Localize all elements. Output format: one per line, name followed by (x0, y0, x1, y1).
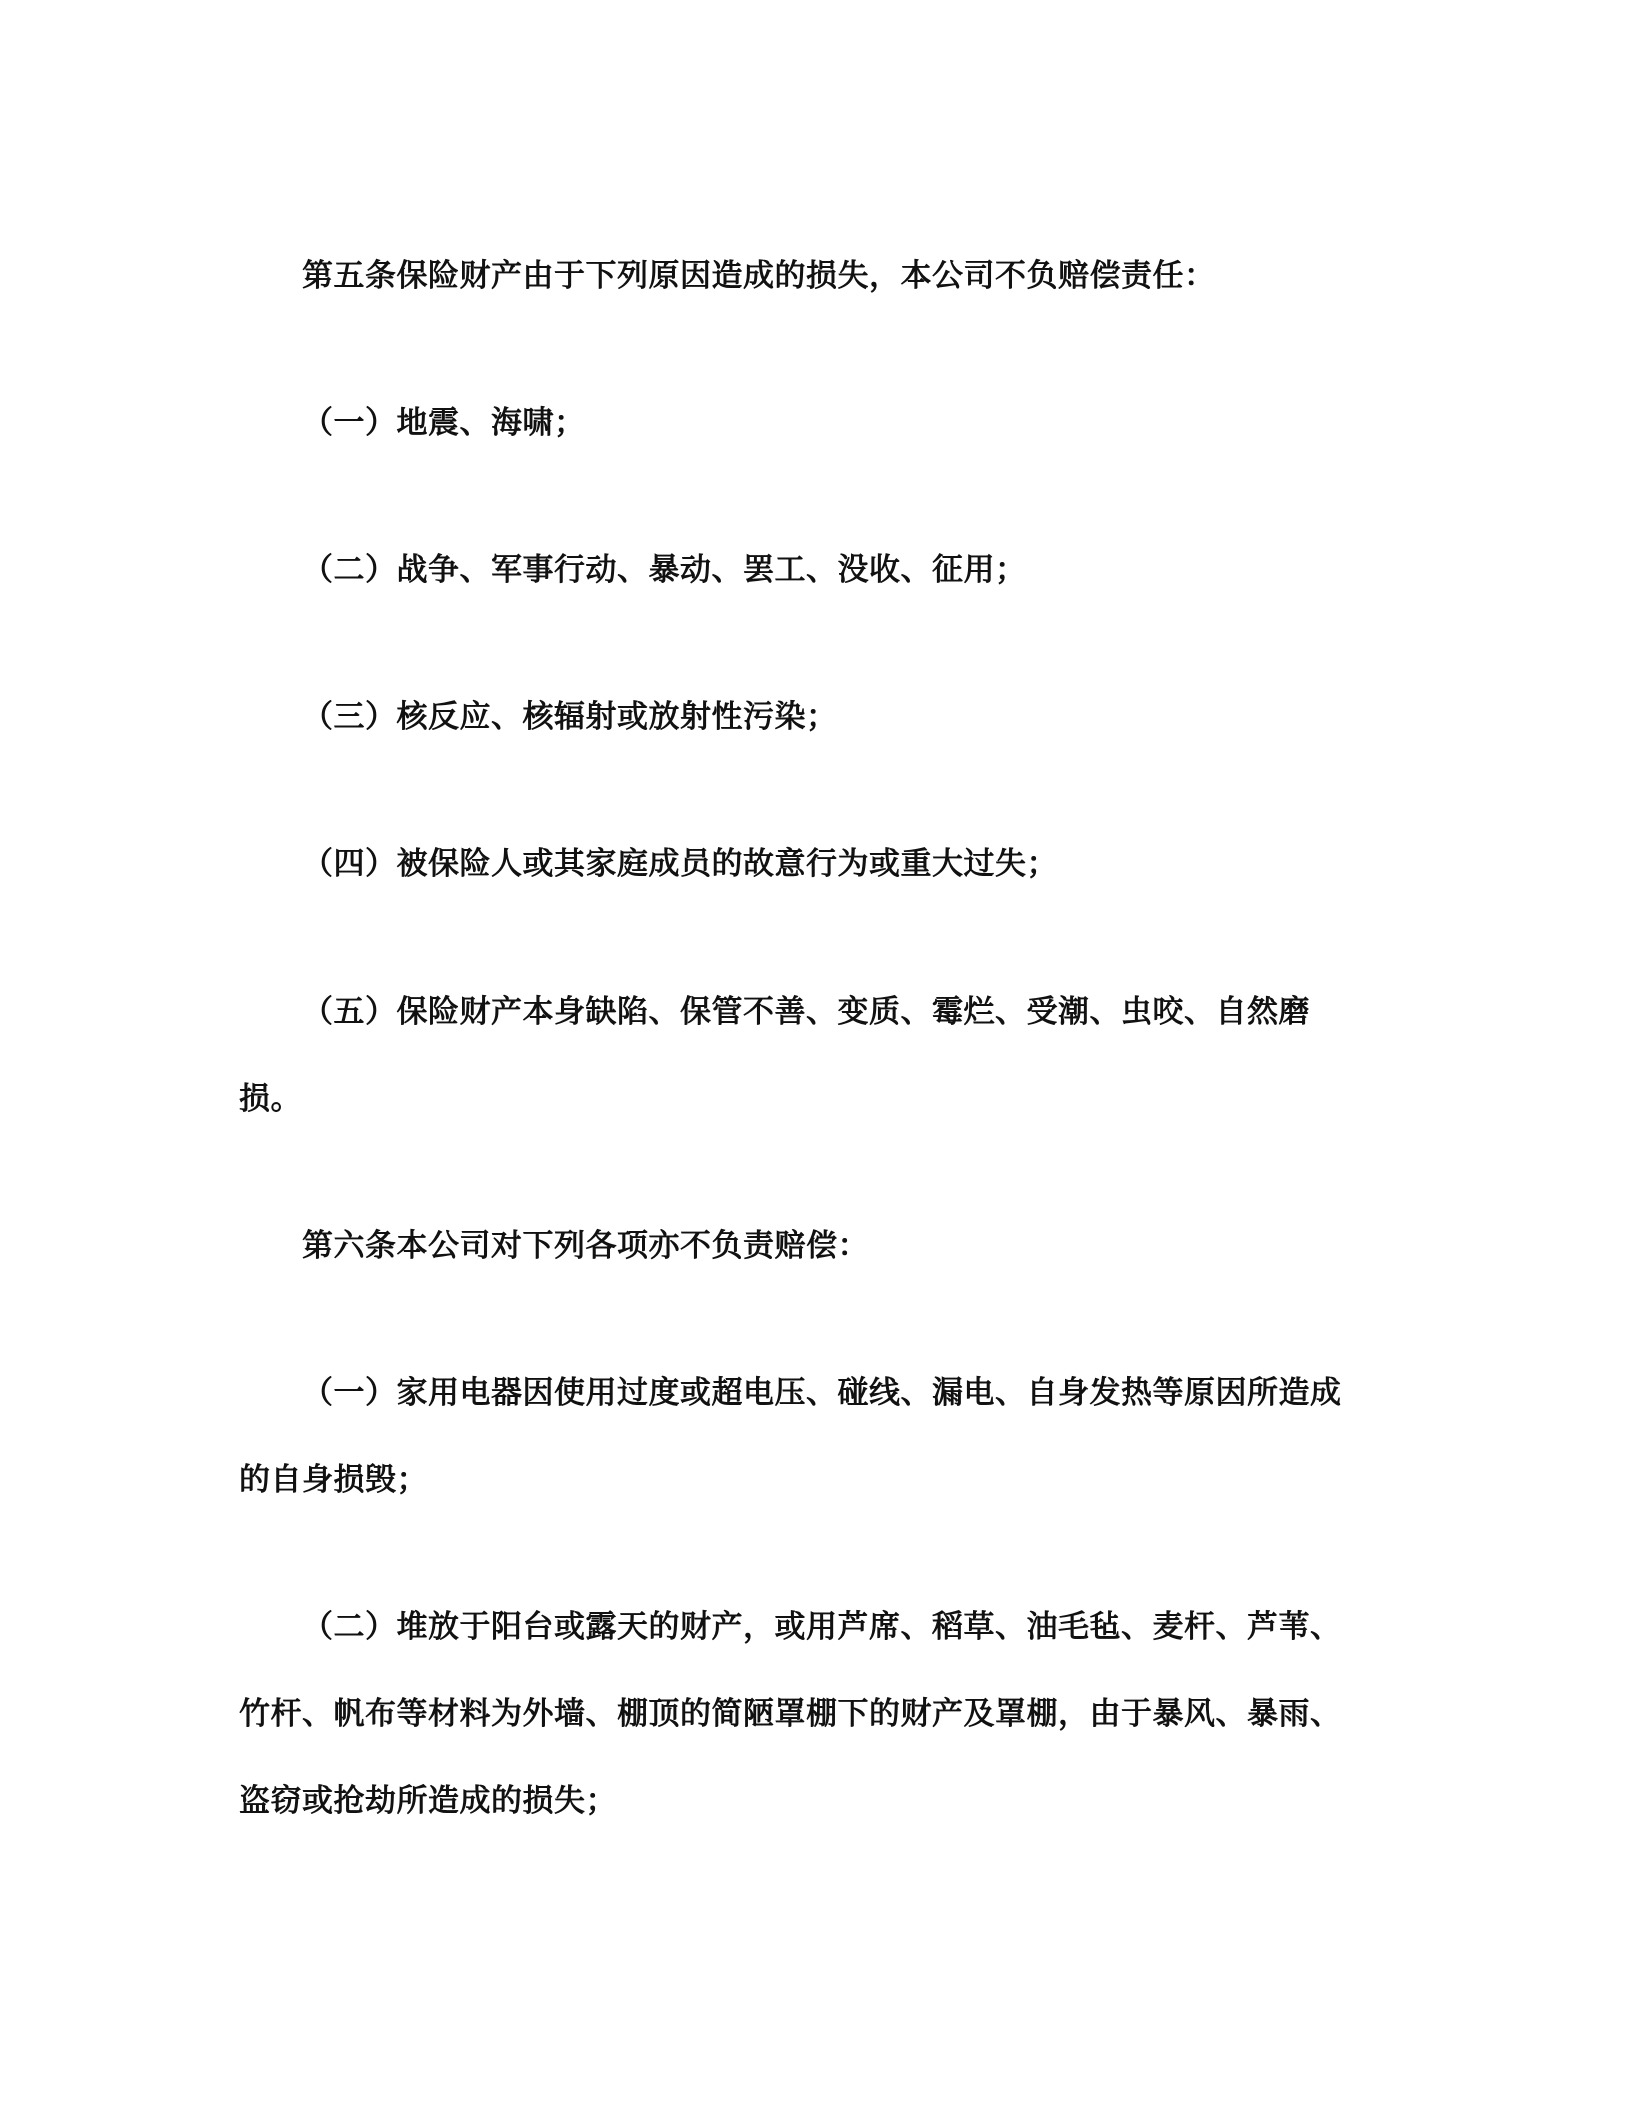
article5-item-5-line-2: 损。 (239, 1081, 302, 1117)
article5-item-3: （三）核反应、核辐射或放射性污染； (302, 699, 838, 735)
article6-item-1-line-2: 的自身损毁； (239, 1462, 428, 1498)
article5-item-4: （四）被保险人或其家庭成员的故意行为或重大过失； (302, 846, 1058, 882)
article6-item-2-line-1: （二）堆放于阳台或露天的财产，或用芦席、稻草、油毛毡、麦杆、芦苇、 (302, 1609, 1342, 1645)
article5-item-5-line-1: （五）保险财产本身缺陷、保管不善、变质、霉烂、受潮、虫咬、自然磨 (302, 994, 1310, 1030)
article6-heading: 第六条本公司对下列各项亦不负责赔偿： (302, 1228, 869, 1264)
article5-heading: 第五条保险财产由于下列原因造成的损失，本公司不负赔偿责任： (302, 258, 1216, 294)
article6-item-2-line-3: 盗窃或抢劫所造成的损失； (239, 1783, 617, 1819)
article5-item-1: （一）地震、海啸； (302, 405, 586, 441)
article6-item-1-line-1: （一）家用电器因使用过度或超电压、碰线、漏电、自身发热等原因所造成 (302, 1375, 1342, 1411)
article6-item-2-line-2: 竹杆、帆布等材料为外墙、棚顶的简陋罩棚下的财产及罩棚，由于暴风、暴雨、 (239, 1696, 1342, 1732)
article5-item-2: （二）战争、军事行动、暴动、罢工、没收、征用； (302, 552, 1027, 588)
